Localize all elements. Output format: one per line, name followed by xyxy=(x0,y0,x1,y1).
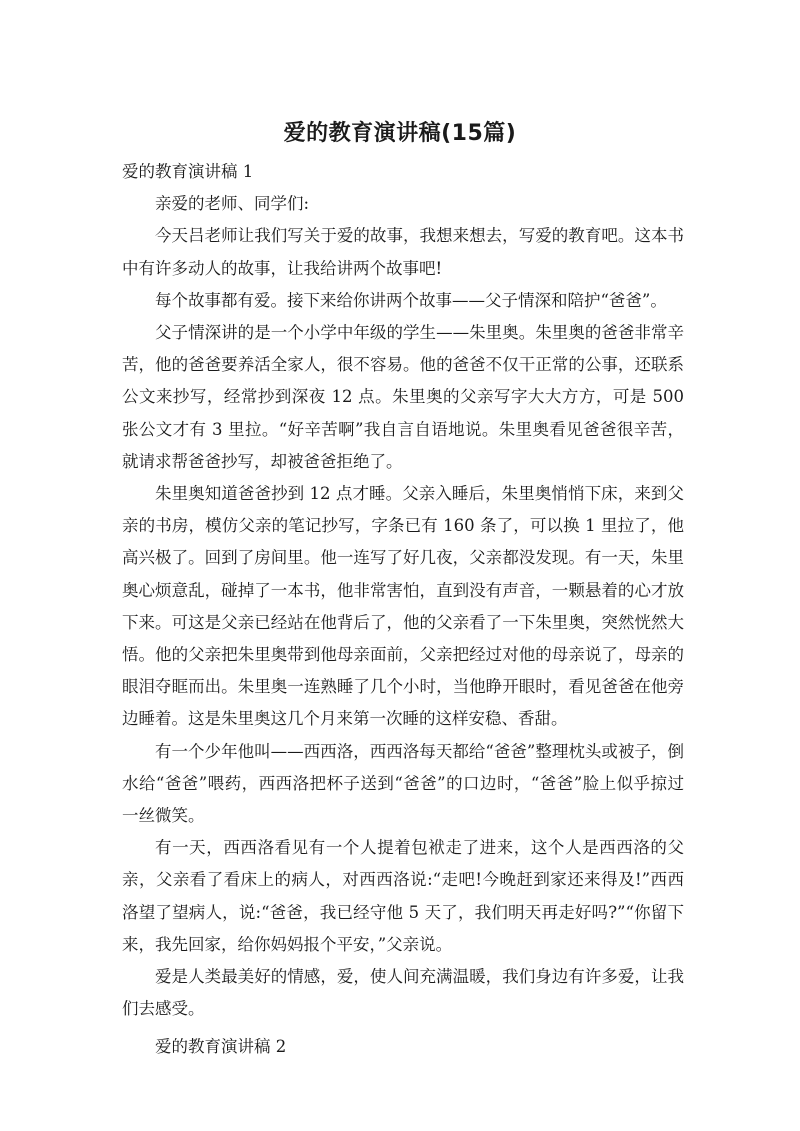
paragraph: 有一个少年他叫——西西洛，西西洛每天都给“爸爸”整理枕头或被子，倒水给“爸爸”喂药，西西洛把杯子送到“爸爸”的口边时，“爸爸”脸上似乎掠过一丝微笑。 xyxy=(122,741,684,826)
document-title: 爱的教育演讲稿(15篇) xyxy=(283,121,517,146)
section-heading: 爱的教育演讲稿 2 xyxy=(155,1037,287,1057)
paragraph: 有一天，西西洛看见有一个人提着包袱走了进来，这个人是西西洛的父亲，父亲看了看床上的病人，对西西洛说:“走吧!今晚赶到家还来得及!”西西洛望了望病人，说:“爸爸，我已经守他 5 天了，我们明天再走好吗?”“你留下来，我先回家，给你妈妈报个平安，”父亲说。 xyxy=(122,838,684,954)
paragraph: 每个故事都有爱。接下来给你讲两个故事——父子情深和陪护“爸爸”。 xyxy=(155,290,667,310)
section-heading: 爱的教育演讲稿 1 xyxy=(122,162,254,181)
paragraph: 父子情深讲的是一个小学中年级的学生——朱里奥。朱里奥的爸爸非常辛苦，他的爸爸要养活全家人，很不容易。他的爸爸不仅干正常的公事，还联系公文来抄写，经常抄到深夜 12 点。朱里奥的父亲写字大大方方，可是 500 张公文才有 3 里拉。“好辛苦啊”我自言自语地说。朱里奥看见爸爸很辛苦，就请求帮爸爸抄写，却被爸爸拒绝了。 xyxy=(122,323,684,471)
paragraph: 爱是人类最美好的情感，爱，使人间充满温暖，我们身边有许多爱，让我们去感受。 xyxy=(122,967,684,1019)
paragraph: 今天吕老师让我们写关于爱的故事，我想来想去，写爱的教育吧。这本书中有许多动人的故事，让我给讲两个故事吧! xyxy=(122,226,684,278)
paragraph: 朱里奥知道爸爸抄到 12 点才睡。父亲入睡后，朱里奥悄悄下床，来到父亲的书房，模仿父亲的笔记抄写，字条已有 160 条了，可以换 1 里拉了，他高兴极了。回到了房间里。他一连写了好几夜，父亲都没发现。有一天，朱里奥心烦意乱，碰掉了一本书，他非常害怕，直到没有声音，一颗悬着的心才放下来。可这是父亲已经站在他背后了，他的父亲看了一下朱里奥，突然恍然大悟。他的父亲把朱里奥带到他母亲面前，父亲把经过对他的母亲说了，母亲的眼泪夺眶而出。朱里奥一连熟睡了几个小时，当他睁开眼时，看见爸爸在他旁边睡着。这是朱里奥这几个月来第一次睡的这样安稳、香甜。 xyxy=(122,484,684,729)
document-body xyxy=(122,156,684,1064)
paragraph-greeting: 亲爱的老师、同学们: xyxy=(155,194,310,214)
